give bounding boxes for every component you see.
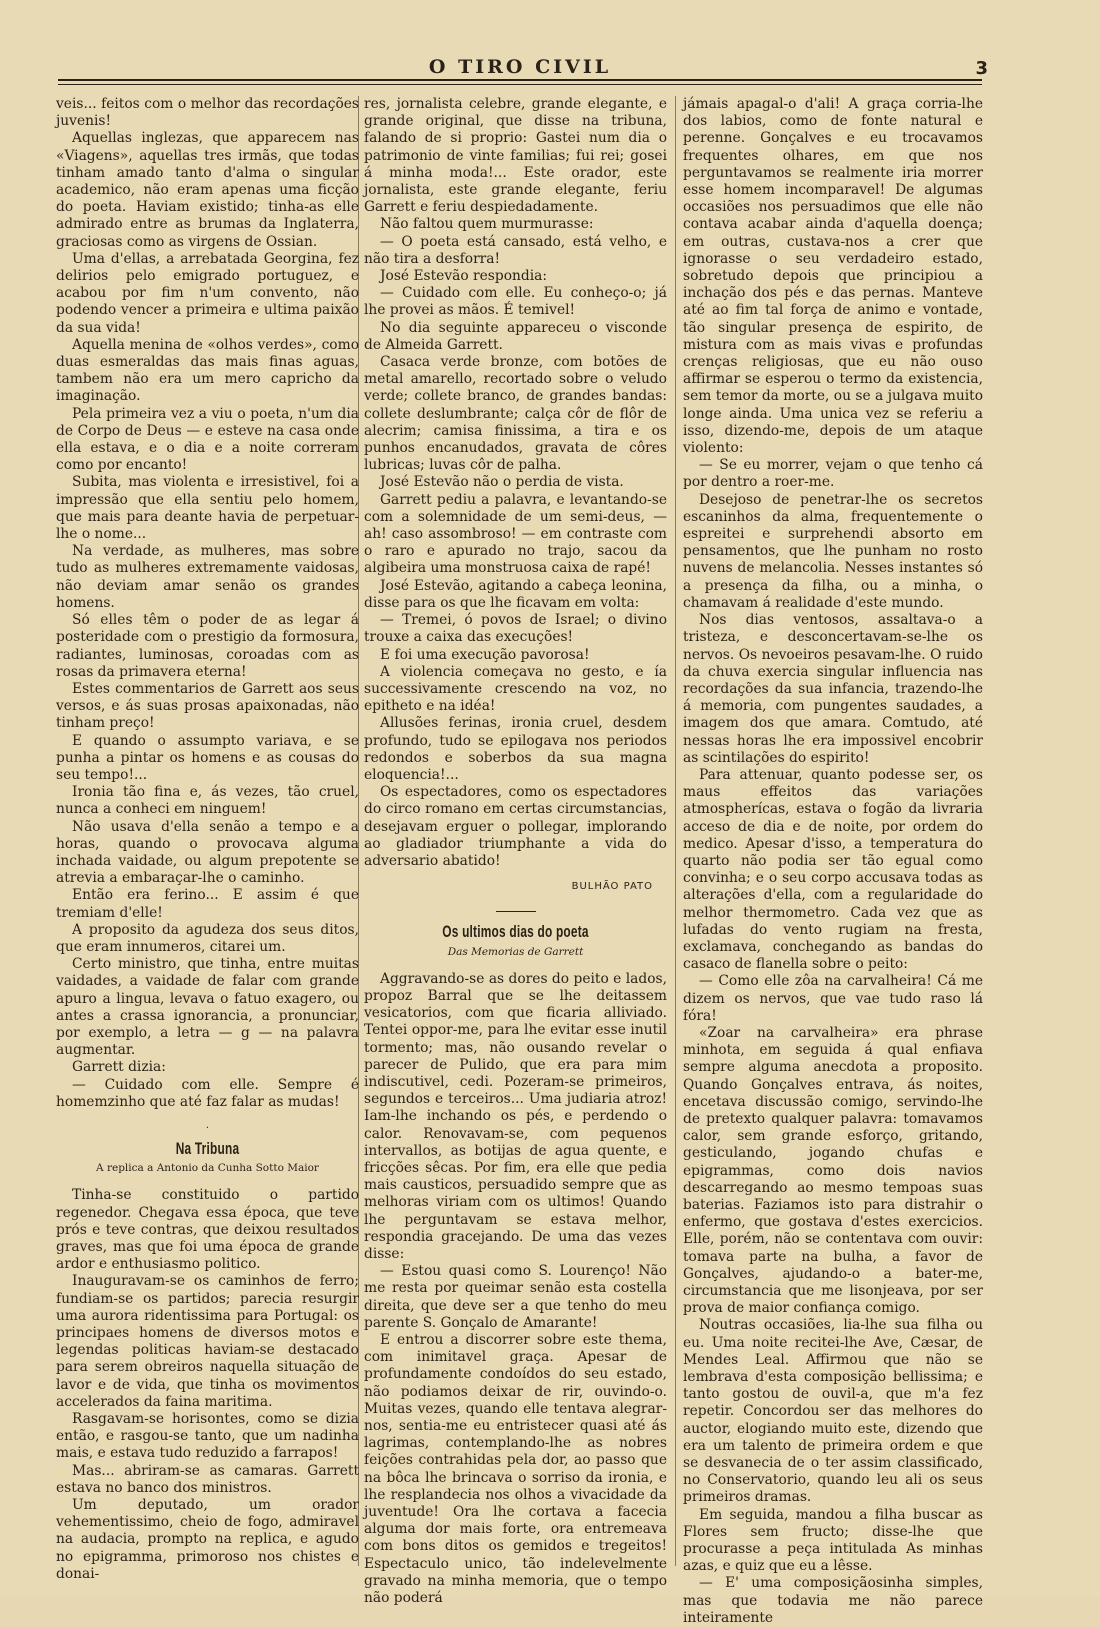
paragraph: Ironia tão fina e, ás vezes, tão cruel, nunca a conheci em ninguem! [56,784,359,818]
article-heading: Na Tribuna [175,1139,240,1158]
paragraph: — Se eu morrer, vejam o que tenho cá por dentro a roer-me. [683,457,983,491]
section-ornament: · [205,1122,210,1134]
paragraph: A proposito da agudeza dos seus ditos, que eram innumeros, citarei um. [56,921,359,955]
paragraph: Rasgavam-se horisontes, como se dizia então, e rasgou-se tanto, que um nadinha mais, e estava tudo reduzido a farrapos! [56,1411,359,1462]
paragraph: José Estevão respondia: [380,268,548,285]
column-2 [364,96,667,1607]
paragraph: Nos dias ventosos, assaltava-o a tristeza, e desconcertavam-se-lhe os nervos. Os nevoeiros pesavam-lhe. O ruido da chuva exercia singular influencia nas recordações da sua infancia, trazendo-lhe á memoria, com pungentes saudades, a imagem dos que amara. Comtudo, até nessas horas lhe era impossivel encobrir as scintilações do espirito! [683,612,983,766]
paragraph: — E' uma composiçãosinha simples, mas que todavia me não parece inteiramente [683,1575,983,1626]
paragraph: Tinha-se constituido o partido regenedor. Chegava essa época, que teve prós e teve contras, que deixou resultados graves, mas que foi uma época de grande ardor e enthusiasmo politico. [56,1187,359,1273]
paragraph: Os espectadores, como os espectadores do circo romano em certas circumstancias, desejavam erguer o pollegar, implorando ao gladiador triumphante a vida do adversario abatido! [364,784,667,869]
paragraph: Não usava d'ella senão a tempo e a horas, quando o provocava alguma inchada vaidade, ou algum prepotente se atrevia a embaraçar-lhe o caminho. [56,818,359,887]
paragraph: veis... feitos com o melhor das recordações juvenis! [56,96,359,130]
subheading-text: Das Memorias de Garrett [447,945,584,958]
paragraph: Casaca verde bronze, com botões de metal amarello, recortado sobre o veludo verde; collete branco, de grandes bandas: collete deslumbrante; calça côr de flôr de alecrim; camisa finissima, a tira e os punhos encanudados, gravata de côres lubricas; luvas côr de palha. [364,354,667,474]
column-divider [675,96,676,1566]
paragraph: Só elles têm o poder de as legar á posteridade com o prestigio da formosura, radiantes, luminosas, coroadas com as rosas da primavera eterna! [56,612,359,680]
paragraph: Certo ministro, que tinha, entre muitas vaidades, a vaidade de falar com grande apuro a lingua, levava o fatuo exagero, ou antes a crassa ignorancia, a pronunciar, por exemplo, a letra — g — na palavra augmentar. [56,956,359,1059]
masthead-rule-thin [58,84,982,85]
masthead [58,56,988,79]
paragraph: No dia seguinte appareceu o visconde de Almeida Garrett. [364,319,667,353]
paragraph: — Cuidado com elle. Eu conheço-o; já lhe provei as mãos. É temivel! [364,285,667,319]
column-3 [683,96,983,1627]
column-1 [56,96,359,1583]
paragraph: jámais apagal-o d'ali! A graça corria-lhe dos labios, como de fonte natural e perenne. Gonçalves e eu trocavamos frequentes olhares, em que nos perguntavamos se realmente iria morrer esse homem incomparavel! De algumas occasiões nos persuadimos que elle não contava acabar ainda d'aquella doença; em outras, custava-nos a crer que ignorasse o seu verdadeiro estado, sobretudo depois que principiou a inchação dos pés e das pernas. Manteve até ao fim tal força de animo e vontade, tão singular presença de espirito, de mistura com as mais vivas e profundas crenças religiosas, que eu não ouso affirmar se esperou o termo da existencia, sem temor da morte, ou se a julgava muito longe ainda. Uma unica vez se referiu a isso, dizendo-me, depois de um ataque violento: [683,96,983,457]
paragraph: — Como elle zôa na carvalheira! Cá me dizem os nervos, que vae tudo raso lá fóra! [683,973,983,1024]
paragraph: Pela primeira vez a viu o poeta, n'um dia de Corpo de Deus — e esteve na casa onde ella estava, e o dia e a noite correram como por encanto! [56,405,359,474]
paragraph: Subita, mas violenta e irresistivel, foi a impressão que ella sentiu pelo homem, que mais para deante havia de perpetuar-lhe o nome... [56,474,359,543]
paragraph: Então era ferino... E assim é que tremiam d'elle! [56,887,359,921]
paragraph: Em seguida, mandou a filha buscar as Flores sem fructo; disse-lhe que procurasse a peça intitulada As minhas azas, e quiz que eu a lêsse. [683,1506,983,1575]
paragraph: — O poeta está cansado, está velho, e não tira a desforra! [364,233,667,267]
paragraph: Allusões ferinas, ironia cruel, desdem profundo, tudo se epilogava nos periodos redondos e soberbos da sua magna eloquencia!... [364,715,667,783]
paragraph: Aquellas inglezas, que apparecem nas «Viagens», aquellas tres irmãs, que todas tinham amado tanto d'alma o singular academico, não eram apenas uma ficção do poeta. Haviam existido; tinha-as elle admirado entre as brumas da Inglaterra, graciosas como as virgens de Ossian. [56,130,359,250]
paragraph: E entrou a discorrer sobre este thema, com inimitavel graça. Apesar de profundamente condoídos do seu estado, não podiamos deixar de rir, ouvindo-o. Muitas vezes, quando elle tentava alegrar-nos, sentia-me eu entristecer quasi até ás lagrimas, contemplando-lhe as nobres feições contrahidas pela dor, ao passo que na bôca lhe brincava o sorriso da ironia, e lhe resplandecia nos olhos a vivacidade da juventude! Ora lhe cortava a facecia alguma dor mais forte, ora entremeava com bons ditos os gemidos e tregeitos! Espectaculo unico, tão indelevelmente gravado na minha memoria, que o tempo não poderá [364,1332,667,1607]
paragraph: E foi uma execução pavorosa! [380,646,590,663]
article-heading: Os ultimos dias do poeta [442,923,589,942]
paragraph: — Tremei, ó povos de Israel; o divino trouxe a caixa das execuções! [364,612,667,646]
paragraph: Não faltou quem murmurasse: [380,216,594,233]
paragraph: Desejoso de penetrar-lhe os secretos escaninhos da alma, frequentemente o espreitei e surprehendi absorto em pensamentos, que lhe punham no rosto nuvens de melancolia. Nesses instantes só a presença da filha, ou a minha, o chamavam á realidade d'este mundo. [683,491,983,611]
paragraph: Aquella menina de «olhos verdes», como duas esmeraldas das mais finas aguas, tambem não era um mero capricho da imaginação. [56,336,359,405]
paragraph: — Estou quasi como S. Lourenço! Não me resta por queimar senão esta costella direita, que deve ser a que tenho do meu parente S. Gonçalo de Amarante! [364,1263,667,1331]
paragraph: José Estevão, agitando a cabeça leonina, disse para os que lhe ficavam em volta: [364,577,667,611]
paragraph: A violencia começava no gesto, e ía successivamente crescendo na voz, no epitheto e na idéa! [364,663,667,715]
paragraph: E quando o assumpto variava, e se punha a pintar os homens e as cousas do seu tempo!... [56,732,359,783]
paragraph: Noutras occasiões, lia-lhe sua filha ou eu. Uma noite recitei-lhe Ave, Cæsar, de Mendes Leal. Affirmou que não se lembrava d'esta composição bellissima; e tanto gostou de ouvil-a, que m'a fez repetir. Concordou ser das melhores do auctor, elogiando muito este, dizendo que era um talento de primeira ordem e que se desvanecia de o ter assim classificado, no Conservatorio, quando leu ali os seus primeiros dramas. [683,1317,983,1506]
paragraph: Uma d'ellas, a arrebatada Georgina, fez delirios pelo emigrado portuguez, e acabou por fim n'um convento, não podendo vencer a primeira e ultima paixão da sua vida! [56,250,359,336]
newspaper-title: O TIRO CIVIL [428,56,612,78]
paragraph: Estes commentarios de Garrett aos seus versos, e ás suas prosas apaixonadas, não tinham preço! [56,680,359,732]
paragraph: Na verdade, as mulheres, mas sobre tudo as mulheres extremamente vaidosas, não deviam amar senão os grandes homens. [56,543,359,611]
masthead-rule [58,79,982,81]
paragraph: — Cuidado com elle. Sempre é homemzinho que até faz falar as mudas! [56,1076,359,1110]
paragraph: Mas... abriram-se as camaras. Garrett estava no banco dos ministros. [56,1462,359,1496]
paragraph: José Estevão não o perdia de vista. [380,474,624,491]
article-subheading: A replica a Antonio da Cunha Sotto Maior [96,1162,319,1175]
article-subheading [364,944,667,961]
paragraph: Inauguravam-se os caminhos de ferro; fundiam-se os partidos; parecia resurgir uma aurora ridentissima para Portugal: os principaes homens de diversos motos e legendas politicas haviam-se destacado para serem obreiros naquella situação de lavor e de vida, que tinha os movimentos accelerados da faina maritima. [56,1273,359,1410]
paragraph: Garrett dizia: [72,1059,166,1076]
paragraph: Garrett pediu a palavra, e levantando-se com a solemnidade de um semi-deus, — ah! caso assombroso! — em contraste com o raro e apurado no trajo, sacou da algibeira uma monstruosa caixa de rapé! [364,491,667,577]
paragraph: res, jornalista celebre, grande elegante, e grande original, que disse na tribuna, falando de si proprio: Gastei num dia o patrimonio de vinte familias; fui rei; gosei á minha moda!... Este orador, este jornalista, este grande elegante, feriu Garrett e feriu despiedadamente. [364,96,667,216]
paragraph: Um deputado, um orador vehementissimo, cheio de fogo, admiravel na audacia, prompto na replica, e agudo no epigramma, primoroso nos chistes e donai- [56,1497,359,1582]
paragraph: «Zoar na carvalheira» era phrase minhota, em seguida á qual enfiava sempre alguma anecdota a proposito. Quando Gonçalves entrava, ás noites, encetava discussão comigo, servindo-lhe de pretexto qualquer palavra: tomavamos calor, sem grande esforço, gritando, gesticulando, jogando chufas e epigrammas, como dois navios descarregando ao mesmo tempoas suas baterias. Faziamos isto para distrahir o enfermo, que gostava d'estes exercicios. Elle, porém, não se contentava com ouvir: tomava parte na bulha, a favor de Gonçalves, ajudando-o a bater-me, circumstancia que me lisonjeava, por ser prova de maior confiança comigo. [683,1024,983,1317]
author-signature: BULHÃO PATO [571,881,653,893]
page-number: 3 [975,58,988,79]
section-rule [496,911,536,912]
paragraph: Aggravando-se as dores do peito e lados, propoz Barral que se lhe deitassem vesicatorios, com que ficaria alliviado. Tentei oppor-me, para lhe evitar esse inutil tormento; mas, não ousando revelar o parecer de Pulido, que era para mim indiscutivel, cedi. Pozeram-se primeiros, segundos e terceiros... Uma judiaria atroz! Iam-lhe inchando os pés, e perdendo o calor. Renovavam-se, com pequenos intervallos, as botijas de agua quente, e fricções sêcas. Por fim, era elle que pedia mais causticos, persuadido sempre que as melhoras viriam com os ultimos! Quando lhe perguntavam se estava melhor, respondia gracejando. De uma das vezes disse: [364,970,667,1262]
paragraph: Para attenuar, quanto podesse ser, os maus effeitos das variações atmospherícas, estava o fogão da livraria acceso de dia e de noite, por ordem do medico. Apesar d'isso, a temperatura do quarto não podia ser tão egual como convinha; e o seu corpo accusava todas as alterações d'ella, com a regularidade do melhor thermometro. Cada vez que as lufadas do vento rugiam na fresta, exclamava, conchegando as bandas do casaco de flanella sobre o peito: [683,766,983,973]
